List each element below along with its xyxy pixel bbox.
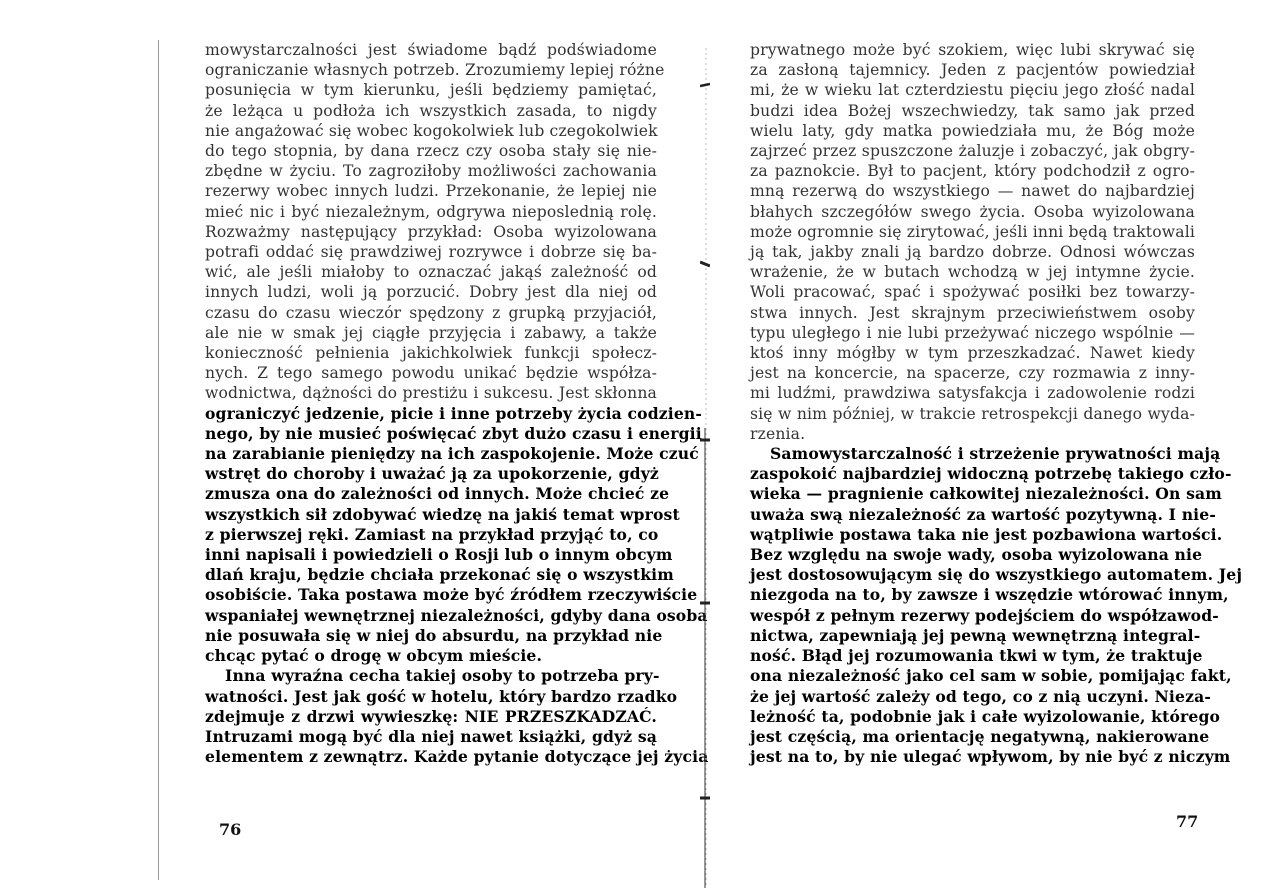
text-line: zdejmuje z drzwi wywieszkę: NIE PRZESZKADZAĆ.	[205, 706, 657, 726]
text-line: osobiście. Taka postawa może być źródłem rzeczywiście	[205, 585, 698, 605]
text-line: wrażenie, że w butach wchodzą w jej intymne życie.	[750, 263, 1195, 282]
text-line: za paznokcie. Był to pacjent, który podchodził z ogro-	[750, 162, 1195, 181]
text-line: mieć nic i być niezależnym, odgrywa nieposlednią rolę.	[205, 202, 657, 221]
text-line: ktoś inny mógłby w tym przeszkadzać. Nawet kiedy	[750, 344, 1195, 363]
text-line: potrafi oddać się prawdziwej rozrywce i dobrze się ba-	[205, 243, 657, 262]
text-line: budzi idea Bożej wszechwiedzy, tak samo jak przed	[750, 101, 1195, 120]
text-line: ją tak, jakby znali ją bardzo dobrze. Odnosi wówczas	[750, 243, 1195, 262]
text-line: jest na koncercie, na spacerze, czy rozmawia z inny-	[750, 364, 1195, 383]
text-line: zaspokoić najbardziej widoczną potrzebę takiego czło-	[750, 464, 1232, 484]
text-line: mi, że w wieku lat czterdziestu pięciu jego złość nadal	[750, 81, 1195, 100]
text-line: jest dostosowującym się do wszystkiego automatem. Jej	[750, 565, 1243, 585]
text-line: błahych szczegółów swego życia. Osoba wyizolowana	[750, 202, 1195, 221]
text-line: wstręt do choroby i uważać ją za upokorzenie, gdyż	[205, 464, 659, 484]
text-line: że leżąca u podłoża ich wszystkich zasada, to nigdy	[205, 101, 657, 120]
text-line: się w nim później, w trakcie retrospekcji danego wyda-	[750, 404, 1195, 423]
text-line: nie angażować się wobec kogokolwiek lub czegokolwiek	[205, 121, 658, 140]
book-gutter-marks	[700, 48, 710, 888]
text-line: nych. Z tego samego powodu unikać będzie współza-	[205, 364, 657, 383]
text-line: leżność ta, podobnie jak i całe wyizolowanie, którego	[750, 706, 1221, 726]
text-line: wspaniałej wewnętrznej niezależności, gdyby dana osoba	[205, 605, 708, 625]
text-line: z pierwszej ręki. Zamiast na przykład przyjąć to, co	[205, 524, 659, 544]
text-line: innych ludzi, woli ją porzucić. Dobry jest dla niej od	[205, 283, 657, 302]
text-line: mowystarczalności jest świadome bądź podświadome	[205, 41, 657, 59]
text-line: Intruzami mogą być dla niej nawet książki, gdyż są	[205, 726, 658, 746]
text-line: wić, ale jeśli miałoby to oznaczać jakąś zależność od	[205, 263, 657, 282]
text-line: zajrzeć przez spuszczone żaluzje i zobaczyć, jak obgry-	[750, 142, 1195, 161]
text-line: Rozważmy następujący przykład: Osoba wyizolowana	[205, 222, 657, 241]
scan-edge-line	[158, 40, 159, 880]
text-line: dlań kraju, będzie chciała przekonać się o wszystkim	[205, 565, 674, 585]
text-line: nie posuwała się w niej do absurdu, na przykład nie	[205, 625, 663, 645]
text-line: Bez względu na swoje wady, osoba wyizolowana nie	[750, 545, 1203, 565]
text-line: wespół z pełnym rezerwy podejściem do współzawod-	[750, 605, 1219, 625]
text-line: ograniczyć jedzenie, picie i inne potrzeby życia codzien-	[205, 403, 703, 423]
text-line: może ogromnie się zirytować, jeśli inni będą traktowali	[750, 222, 1195, 241]
left-page-text	[205, 40, 709, 767]
text-line: do tego stopnia, by dana rzecz czy osoba stały się nie-	[205, 142, 657, 161]
text-line: prywatnego może być szokiem, więc lubi skrywać się	[750, 41, 1195, 59]
text-line: stwa innych. Jest skrajnym przeciwieństwem osoby	[750, 303, 1195, 322]
text-line: nictwa, zapewniają jej pewną wewnętrzną integral-	[750, 625, 1201, 645]
text-line: Woli pracować, spać i spożywać posiłki bez towarzy-	[750, 283, 1195, 302]
text-line: rzenia.	[750, 424, 806, 443]
left-page-number: 76	[219, 820, 242, 839]
text-line: jest częścią, ma orientację negatywną, nakierowane	[750, 726, 1210, 746]
text-line: typu uległego i nie lubi przeżywać niczego wspólnie —	[750, 323, 1195, 342]
text-line: wszystkich sił zdobywać wiedzę na jakiś temat wprost	[205, 504, 680, 524]
text-line: ale nie w smak jej ciągłe przyjęcia i zabawy, a także	[205, 323, 657, 342]
right-page-number: 77	[1176, 812, 1199, 831]
text-line: na zarabianie pieniędzy na ich zaspokojenie. Może czuć	[205, 444, 699, 464]
text-line: wielu laty, gdy matka powiedziała mu, że Bóg może	[750, 121, 1195, 140]
text-line: niezgoda na to, by zawsze i wszędzie wtórować innym,	[750, 585, 1229, 605]
text-line: za zasłoną tajemnicy. Jeden z pacjentów powiedział	[750, 61, 1195, 80]
text-line: elementem z zewnątrz. Każde pytanie dotyczące jej życia	[205, 747, 709, 767]
text-line: inni napisali i powiedzieli o Rosji lub o innym obcym	[205, 545, 673, 565]
text-line: konieczność pełnienia jakichkolwiek funkcji społecz-	[205, 344, 657, 363]
text-line: jest na to, by nie ulegać wpływom, by nie być z niczym	[750, 747, 1231, 767]
text-line: mną rezerwą do wszystkiego — nawet do najbardziej	[750, 182, 1195, 201]
right-page-text	[750, 40, 1243, 767]
text-line: chcąc pytać o drogę w obcym mieście.	[205, 646, 543, 666]
text-line: watności. Jest jak gość w hotelu, który bardzo rzadko	[205, 686, 678, 706]
text-line: Samowystarczalność i strzeżenie prywatności mają	[770, 444, 1221, 464]
text-line: wątpliwie postawa taka nie jest pozbawiona wartości.	[750, 524, 1223, 544]
text-line: ograniczanie własnych potrzeb. Zrozumiemy lepiej różne	[205, 61, 665, 80]
text-line: zmusza ona do zależności od innych. Może chcieć ze	[205, 484, 670, 504]
text-line: mi ludźmi, prawdziwa satysfakcja i zadowolenie rodzi	[750, 384, 1195, 403]
text-line: posunięcia w tym kierunku, jeśli będziemy pamiętać,	[205, 81, 657, 100]
text-line: ona niezależność jako cel sam w sobie, pomijając fakt,	[750, 666, 1232, 686]
text-line: ność. Błąd jej rozumowania tkwi w tym, że traktuje	[750, 646, 1203, 666]
text-line: nego, by nie musieć poświęcać zbyt dużo czasu i energii	[205, 423, 702, 443]
text-line: uważa swą niezależność za wartość pozytywną. I nie-	[750, 504, 1216, 524]
text-line: Inna wyraźna cecha takiej osoby to potrzeba pry-	[225, 666, 660, 686]
text-line: wodnictwa, dążności do prestiżu i sukcesu. Jest skłonna	[205, 384, 657, 403]
text-line: że jej wartość zależy od tego, co z nią uczyni. Nieza-	[750, 686, 1211, 706]
text-line: wieka — pragnienie całkowitej niezależności. On sam	[750, 484, 1222, 504]
text-line: zbędne w życiu. To zagroziłoby możliwości zachowania	[205, 162, 657, 181]
text-line: czasu do czasu wieczór spędzony z grupką przyjaciół,	[205, 303, 657, 322]
text-line: rezerwy wobec innych ludzi. Przekonanie, że lepiej nie	[205, 182, 657, 201]
